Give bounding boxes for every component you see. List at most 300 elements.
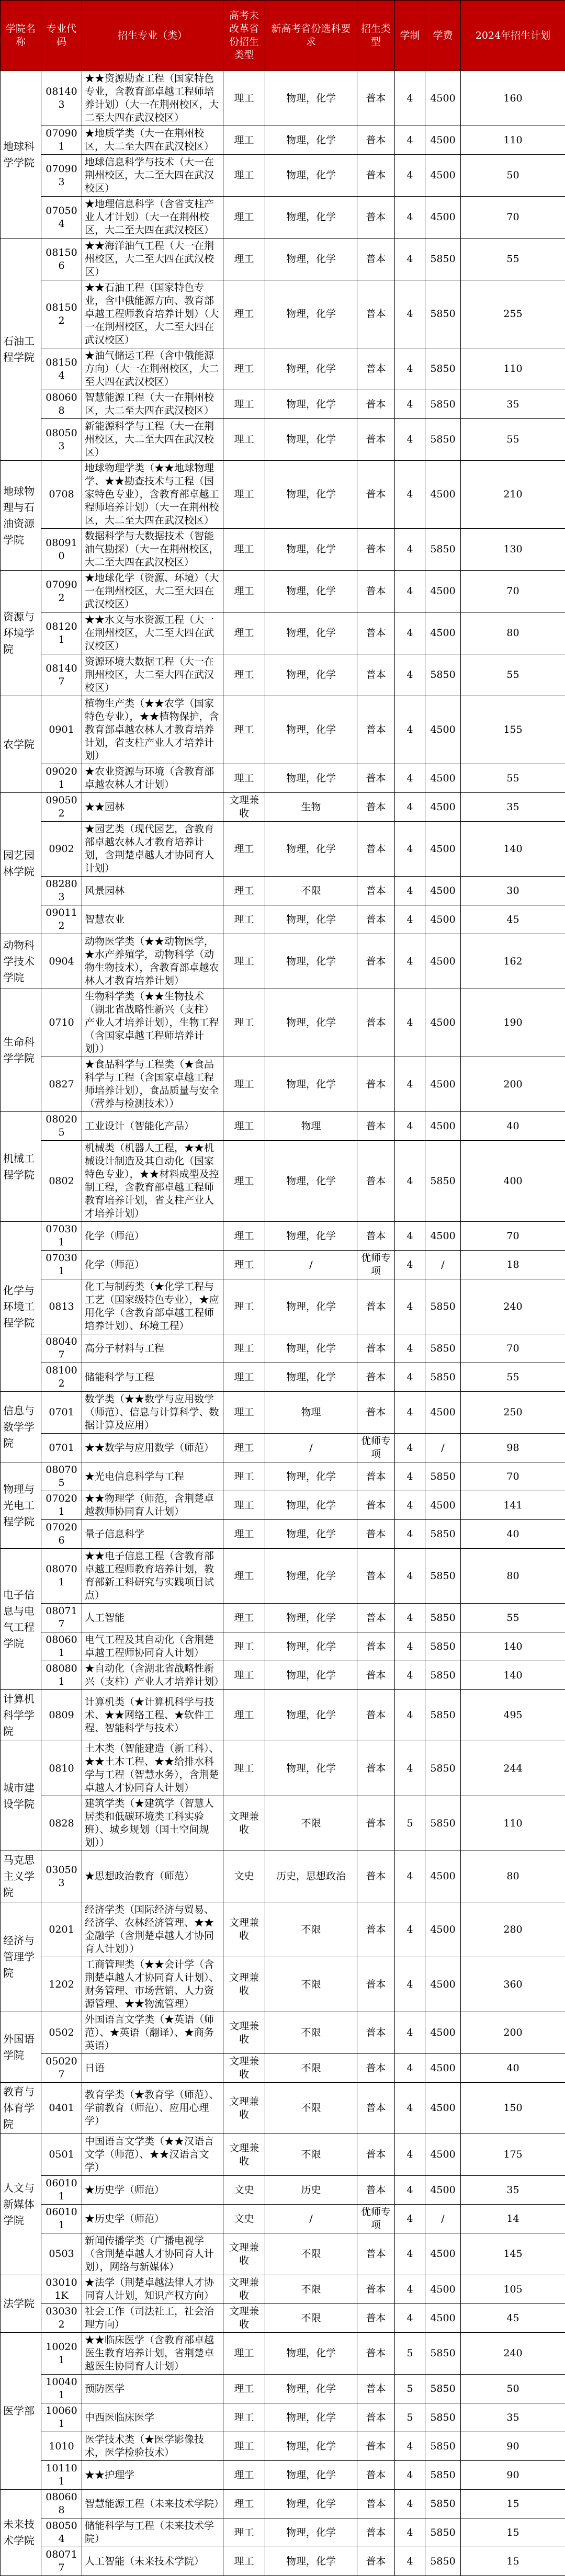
major-code: 090201	[41, 764, 82, 793]
admission-type: 理工	[223, 529, 265, 571]
table-row	[1, 1632, 565, 1661]
tuition: 4500	[425, 1491, 461, 1520]
subject-requirement: 物理	[265, 1112, 357, 1141]
plan-count: 155	[461, 696, 565, 764]
major-code: 081201	[41, 612, 82, 654]
plan-count: 35	[461, 2403, 565, 2432]
plan-count: 50	[461, 2375, 565, 2403]
major-name: ★自动化（含湖北省战略性新兴（支柱）产业人才培养计划）	[82, 1661, 223, 1690]
major-name: 化工与制药类（★化学工程与工艺（国家级特色专业），★应用化学（含教育部卓越工程师培养计划）、环境工程）	[82, 1279, 223, 1334]
plan-count: 55	[461, 764, 565, 793]
college-name: 未来技术学院	[1, 2490, 41, 2576]
major-name: 计算机类（★计算机科学与技术、★★网络工程、★软件工程、智能科学与技术）	[82, 1690, 223, 1741]
admission-type: 理工	[223, 1491, 265, 1520]
years: 4	[395, 155, 425, 197]
enrollment-kind: 普本	[357, 2012, 395, 2054]
plan-count: 80	[461, 612, 565, 654]
tuition: 5850	[425, 1334, 461, 1363]
subject-requirement: 历史	[265, 2176, 357, 2205]
major-code: 030302	[41, 2304, 82, 2333]
major-code: 080205	[41, 1112, 82, 1141]
major-code: 1202	[41, 1957, 82, 2012]
plan-count: 40	[461, 2054, 565, 2083]
years: 4	[395, 654, 425, 696]
table-row	[1, 1434, 565, 1462]
tuition: 4500	[425, 1957, 461, 2012]
major-name: 植物生产类（★★农学（国家特色专业），★★植物保护，含教育部卓越农林人才教育培养计划，省支柱产业人才培养计划）	[82, 696, 223, 764]
years: 5	[395, 1796, 425, 1851]
tuition: 5850	[425, 1462, 461, 1491]
admission-type: 理工	[223, 1741, 265, 1796]
major-name: 工业设计（智能化产品）	[82, 1112, 223, 1141]
admission-type: 文理兼收	[223, 2304, 265, 2333]
enrollment-kind: 普本	[357, 934, 395, 989]
years: 4	[395, 822, 425, 877]
college-name: 地球科学学院	[1, 71, 41, 239]
years: 4	[395, 529, 425, 571]
plan-count: 105	[461, 2275, 565, 2304]
subject-requirement: 不限	[265, 1902, 357, 1957]
years: 4	[395, 1491, 425, 1520]
subject-requirement: /	[265, 1434, 357, 1462]
subject-requirement: 物理，化学	[265, 1363, 357, 1392]
subject-requirement: 物理，化学	[265, 654, 357, 696]
major-code: 070902	[41, 571, 82, 612]
subject-requirement: 物理	[265, 1392, 357, 1434]
admission-type: 理工	[223, 1520, 265, 1549]
major-code: 0502	[41, 2012, 82, 2054]
years: 5	[395, 2333, 425, 2375]
major-name: 资源环境大数据工程（大一在荆州校区，大二至大四在武汉校区）	[82, 654, 223, 696]
plan-count: 50	[461, 155, 565, 197]
plan-count: 45	[461, 905, 565, 934]
plan-count: 141	[461, 1491, 565, 1520]
major-name: ★思想政治教育（师范）	[82, 1851, 223, 1902]
enrollment-kind: 普本	[357, 461, 395, 529]
tuition: 5850	[425, 2375, 461, 2403]
plan-count: 15	[461, 2547, 565, 2576]
admission-type: 理工	[223, 989, 265, 1057]
table-row	[1, 2134, 565, 2176]
plan-count: 70	[461, 197, 565, 239]
tuition: 4500	[425, 934, 461, 989]
years: 4	[395, 1363, 425, 1392]
years: 4	[395, 2205, 425, 2233]
table-row	[1, 461, 565, 529]
admission-type: 理工	[223, 571, 265, 612]
enrollment-kind: 普本	[357, 905, 395, 934]
major-name: 智慧农业	[82, 905, 223, 934]
plan-count: 244	[461, 1741, 565, 1796]
major-code: 081002	[41, 1363, 82, 1392]
plan-count: 190	[461, 989, 565, 1057]
subject-requirement: 物理，化学	[265, 1690, 357, 1741]
major-code: 0901	[41, 696, 82, 764]
table-row	[1, 905, 565, 934]
major-name: 机械类（机器人工程，★★机械设计制造及其自动化（国家特色专业），★★材料成型及控制工程，含教育部卓越工程师教育培养计划，省支柱产业人才培养计划）	[82, 1141, 223, 1222]
subject-requirement: 物理，化学	[265, 1141, 357, 1222]
major-name: ★★石油工程（国家特色专业，含中俄能源方向、教育部卓越工程师教育培养计划）（大一在荆州校区，大二至大四在武汉校区）	[82, 280, 223, 348]
admission-type: 理工	[223, 1363, 265, 1392]
plan-count: 90	[461, 2432, 565, 2461]
enrollment-kind: 普本	[357, 612, 395, 654]
years: 4	[395, 1604, 425, 1632]
tuition: 4500	[425, 2083, 461, 2134]
enrollment-kind: 普本	[357, 1851, 395, 1902]
years: 5	[395, 2375, 425, 2403]
enrollment-kind: 优师专项	[357, 1434, 395, 1462]
subject-requirement: 物理，化学	[265, 822, 357, 877]
subject-requirement: 物理，化学	[265, 419, 357, 461]
major-name: ★★园林	[82, 793, 223, 822]
table-row	[1, 239, 565, 280]
years: 4	[395, 696, 425, 764]
plan-count: 15	[461, 2518, 565, 2547]
admission-type: 理工	[223, 1141, 265, 1222]
subject-requirement: 物理，化学	[265, 197, 357, 239]
enrollment-kind: 普本	[357, 2432, 395, 2461]
subject-requirement: 物理，化学	[265, 155, 357, 197]
tuition: 5850	[425, 2432, 461, 2461]
enrollment-kind: 普本	[357, 1491, 395, 1520]
enrollment-kind: 普本	[357, 1741, 395, 1796]
major-name: 新能源科学与工程（大一在荆州校区，大二至大四在武汉校区）	[82, 419, 223, 461]
table-row	[1, 2403, 565, 2432]
major-code: 080705	[41, 1462, 82, 1491]
major-code: 090502	[41, 793, 82, 822]
table-row	[1, 989, 565, 1057]
major-code: 0904	[41, 934, 82, 989]
subject-requirement: 不限	[265, 1796, 357, 1851]
enrollment-kind: 普本	[357, 571, 395, 612]
enrollment-kind: 普本	[357, 348, 395, 390]
tuition: 5850	[425, 1690, 461, 1741]
plan-count: 55	[461, 654, 565, 696]
subject-requirement: 物理，化学	[265, 390, 357, 419]
major-name: 人工智能（未来技术学院）	[82, 2547, 223, 2576]
major-name: 数学类（★★数学与应用数学（师范）、信息与计算科学、数据计算及应用）	[82, 1392, 223, 1434]
table-row	[1, 155, 565, 197]
tuition: 5850	[425, 654, 461, 696]
major-code: 1010	[41, 2432, 82, 2461]
table-row	[1, 1334, 565, 1363]
college-name: 物理与光电工程学院	[1, 1462, 41, 1549]
enrollment-kind: 普本	[357, 2134, 395, 2176]
table-row	[1, 126, 565, 155]
subject-requirement: 物理，化学	[265, 2403, 357, 2432]
plan-count: 145	[461, 2233, 565, 2275]
table-header-row	[1, 1, 565, 71]
admission-type: 理工	[223, 1334, 265, 1363]
header-tuition: 学费	[425, 1, 461, 71]
major-name: ★★护理学	[82, 2461, 223, 2490]
major-name: 建筑学类（★建筑学（智慧人居类和低碳环境类工科实验班）、城乡规划（国土空间规划））	[82, 1796, 223, 1851]
major-name: 新闻传播学类（广播电视学（含荆楚卓越人才协同育人计划），网络与新媒体）	[82, 2233, 223, 2275]
major-name: ★地理信息科学（含省支柱产业人才计划）（大一在荆州校区，大二至大四在武汉校区）	[82, 197, 223, 239]
subject-requirement: 物理，化学	[265, 239, 357, 280]
plan-count: 140	[461, 1632, 565, 1661]
years: 4	[395, 2054, 425, 2083]
tuition: 4500	[425, 1222, 461, 1251]
years: 4	[395, 1549, 425, 1604]
tuition: 4500	[425, 764, 461, 793]
major-code: 070903	[41, 155, 82, 197]
enrollment-kind: 普本	[357, 2375, 395, 2403]
table-row	[1, 2547, 565, 2576]
table-row	[1, 390, 565, 419]
table-row	[1, 1902, 565, 1957]
tuition: 4500	[425, 905, 461, 934]
major-name: 教育学类（★教育学（师范）、学前教育（师范）、应用心理学）	[82, 2083, 223, 2134]
years: 4	[395, 612, 425, 654]
admission-type: 文理兼收	[223, 793, 265, 822]
tuition: /	[425, 1251, 461, 1279]
major-code: 080504	[41, 2518, 82, 2547]
enrollment-kind: 普本	[357, 1334, 395, 1363]
years: 4	[395, 1057, 425, 1112]
major-code: 100401	[41, 2375, 82, 2403]
table-row	[1, 1057, 565, 1112]
table-row	[1, 696, 565, 764]
years: 4	[395, 1632, 425, 1661]
table-row	[1, 1741, 565, 1796]
plan-count: 80	[461, 1549, 565, 1604]
table-row	[1, 1661, 565, 1690]
major-name: ★★临床医学（含教育部卓越医生教育培养计划，省荆楚卓越医生协同育人计划）	[82, 2333, 223, 2375]
table-row	[1, 1549, 565, 1604]
tuition: 4500	[425, 989, 461, 1057]
admission-type: 文理兼收	[223, 2054, 265, 2083]
table-row	[1, 1520, 565, 1549]
college-name: 电子信息与电气工程学院	[1, 1549, 41, 1690]
enrollment-kind: 普本	[357, 280, 395, 348]
plan-count: 162	[461, 934, 565, 989]
subject-requirement: 物理，化学	[265, 529, 357, 571]
major-code: 082803	[41, 877, 82, 905]
plan-count: 98	[461, 1434, 565, 1462]
major-name: 高分子材料与工程	[82, 1334, 223, 1363]
tuition: 5850	[425, 1632, 461, 1661]
years: 4	[395, 1690, 425, 1741]
table-row	[1, 764, 565, 793]
major-name: 中国语言文学类（★★汉语言文学（师范）、★★汉语言文学）	[82, 2134, 223, 2176]
subject-requirement: 物理，化学	[265, 2432, 357, 2461]
enrollment-kind: 普本	[357, 126, 395, 155]
enrollment-kind: 普本	[357, 1902, 395, 1957]
plan-count: 35	[461, 2176, 565, 2205]
tuition: 5850	[425, 390, 461, 419]
admission-type: 理工	[223, 905, 265, 934]
table-row	[1, 1690, 565, 1741]
tuition: 5850	[425, 419, 461, 461]
years: 4	[395, 793, 425, 822]
major-code: 0701	[41, 1434, 82, 1462]
enrollment-kind: 普本	[357, 1661, 395, 1690]
college-name: 信息与数学学院	[1, 1392, 41, 1462]
table-row	[1, 1392, 565, 1434]
plan-count: 70	[461, 1334, 565, 1363]
subject-requirement: 不限	[265, 2012, 357, 2054]
major-code: 060101	[41, 2176, 82, 2205]
years: 4	[395, 1222, 425, 1251]
table-row	[1, 2490, 565, 2518]
plan-count: 40	[461, 1112, 565, 1141]
subject-requirement: 物理，化学	[265, 905, 357, 934]
table-row	[1, 1141, 565, 1222]
major-name: 预防医学	[82, 2375, 223, 2403]
table-row	[1, 348, 565, 390]
plan-count: 18	[461, 1251, 565, 1279]
enrollment-kind: 普本	[357, 822, 395, 877]
major-code: 0708	[41, 461, 82, 529]
plan-count: 110	[461, 1796, 565, 1851]
years: 4	[395, 989, 425, 1057]
admission-type: 理工	[223, 1222, 265, 1251]
major-name: 地球信息科学与技术（大一在荆州校区，大二至大四在武汉校区）	[82, 155, 223, 197]
admission-type: 文理兼收	[223, 2233, 265, 2275]
tuition: 5850	[425, 239, 461, 280]
subject-requirement: 物理，化学	[265, 764, 357, 793]
years: 4	[395, 1520, 425, 1549]
major-code: 070504	[41, 197, 82, 239]
major-code: 0810	[41, 1741, 82, 1796]
major-code: 070206	[41, 1520, 82, 1549]
admission-type: 理工	[223, 822, 265, 877]
years: 4	[395, 2134, 425, 2176]
subject-requirement: 物理，化学	[265, 571, 357, 612]
college-name: 人文与新媒体学院	[1, 2134, 41, 2275]
tuition: 5850	[425, 529, 461, 571]
header-code: 专业代码	[41, 1, 82, 71]
major-name: ★油气储运工程（含中俄能源方向）（大一在荆州校区，大二至大四在武汉校区）	[82, 348, 223, 390]
subject-requirement: 物理，化学	[265, 1604, 357, 1632]
table-row	[1, 1604, 565, 1632]
admission-type: 理工	[223, 2490, 265, 2518]
enrollment-kind: 普本	[357, 155, 395, 197]
admission-type: 理工	[223, 1632, 265, 1661]
plan-count: 30	[461, 877, 565, 905]
major-code: 081403	[41, 71, 82, 126]
enrollment-kind: 普本	[357, 1796, 395, 1851]
tuition: 4500	[425, 2275, 461, 2304]
admission-type: 理工	[223, 2518, 265, 2547]
years: 4	[395, 239, 425, 280]
enrollment-kind: 普本	[357, 696, 395, 764]
subject-requirement: 不限	[265, 877, 357, 905]
admission-type: 理工	[223, 155, 265, 197]
enrollment-kind: 普本	[357, 1604, 395, 1632]
admission-type: 理工	[223, 348, 265, 390]
subject-requirement: 不限	[265, 2275, 357, 2304]
header-college: 学院名称	[1, 1, 41, 71]
subject-requirement: 物理，化学	[265, 1222, 357, 1251]
tuition: 4500	[425, 1057, 461, 1112]
major-code: 0501	[41, 2134, 82, 2176]
major-code: 0813	[41, 1279, 82, 1334]
table-row	[1, 612, 565, 654]
subject-requirement: 物理，化学	[265, 1334, 357, 1363]
years: 4	[395, 1741, 425, 1796]
admission-type: 理工	[223, 1690, 265, 1741]
college-name: 医学部	[1, 2333, 41, 2490]
subject-requirement: 物理，化学	[265, 2547, 357, 2576]
major-name: ★法学（荆楚卓越法律人才协同育人计划，知识产权方向）	[82, 2275, 223, 2304]
enrollment-kind: 普本	[357, 2547, 395, 2576]
plan-count: 255	[461, 280, 565, 348]
tuition: 4500	[425, 877, 461, 905]
subject-requirement: 物理，化学	[265, 2518, 357, 2547]
enrollment-kind: 普本	[357, 1363, 395, 1392]
major-name: ★★电子信息工程（含教育部卓越工程师教育培养计划，教育部新工科研究与实践项目试点）	[82, 1549, 223, 1604]
tuition: 4500	[425, 2233, 461, 2275]
enrollment-kind: 普本	[357, 2233, 395, 2275]
plan-count: 40	[461, 1520, 565, 1549]
years: 4	[395, 1661, 425, 1690]
enrollment-kind: 普本	[357, 1392, 395, 1434]
subject-requirement: 物理，化学	[265, 1661, 357, 1690]
major-code: 090112	[41, 905, 82, 934]
plan-count: 14	[461, 2205, 565, 2233]
tuition: 5850	[425, 280, 461, 348]
subject-requirement: 物理，化学	[265, 1632, 357, 1661]
subject-requirement: 物理，化学	[265, 1462, 357, 1491]
admission-type: 文史	[223, 1851, 265, 1902]
major-code: 080407	[41, 1334, 82, 1363]
tuition: 5850	[425, 2461, 461, 2490]
college-name: 机械工程学院	[1, 1112, 41, 1222]
years: 4	[395, 390, 425, 419]
table-row	[1, 2461, 565, 2490]
enrollment-kind: 普本	[357, 390, 395, 419]
enrollment-kind: 普本	[357, 2461, 395, 2490]
years: 4	[395, 571, 425, 612]
admission-type: 理工	[223, 1604, 265, 1632]
table-row	[1, 2012, 565, 2054]
admission-type: 理工	[223, 1279, 265, 1334]
enrollment-kind: 普本	[357, 529, 395, 571]
admission-type: 理工	[223, 280, 265, 348]
college-name: 生命科学学院	[1, 989, 41, 1112]
table-row	[1, 1251, 565, 1279]
major-code: 081407	[41, 654, 82, 696]
major-name: 日语	[82, 2054, 223, 2083]
major-name: 量子信息科学	[82, 1520, 223, 1549]
subject-requirement: 不限	[265, 1957, 357, 2012]
years: 4	[395, 2233, 425, 2275]
admission-type: 文史	[223, 2176, 265, 2205]
header-major: 招生专业（类）	[82, 1, 223, 71]
plan-count: 200	[461, 1057, 565, 1112]
table-row	[1, 2304, 565, 2333]
enrollment-kind: 普本	[357, 2490, 395, 2518]
enrollment-kind: 普本	[357, 1462, 395, 1491]
major-name: 电气工程及其自动化（含荆楚卓越工程师协同育人计划）	[82, 1632, 223, 1661]
plan-count: 70	[461, 1222, 565, 1251]
years: 4	[395, 1334, 425, 1363]
table-row	[1, 571, 565, 612]
college-name: 计算机科学学院	[1, 1690, 41, 1741]
years: 4	[395, 2432, 425, 2461]
years: 4	[395, 1112, 425, 1141]
years: 4	[395, 71, 425, 126]
subject-requirement: 物理，化学	[265, 2461, 357, 2490]
major-name: ★光电信息科学与工程	[82, 1462, 223, 1491]
plan-count: 250	[461, 1392, 565, 1434]
tuition: 5850	[425, 1604, 461, 1632]
subject-requirement: 不限	[265, 2304, 357, 2333]
subject-requirement: 物理，化学	[265, 461, 357, 529]
table-row	[1, 197, 565, 239]
